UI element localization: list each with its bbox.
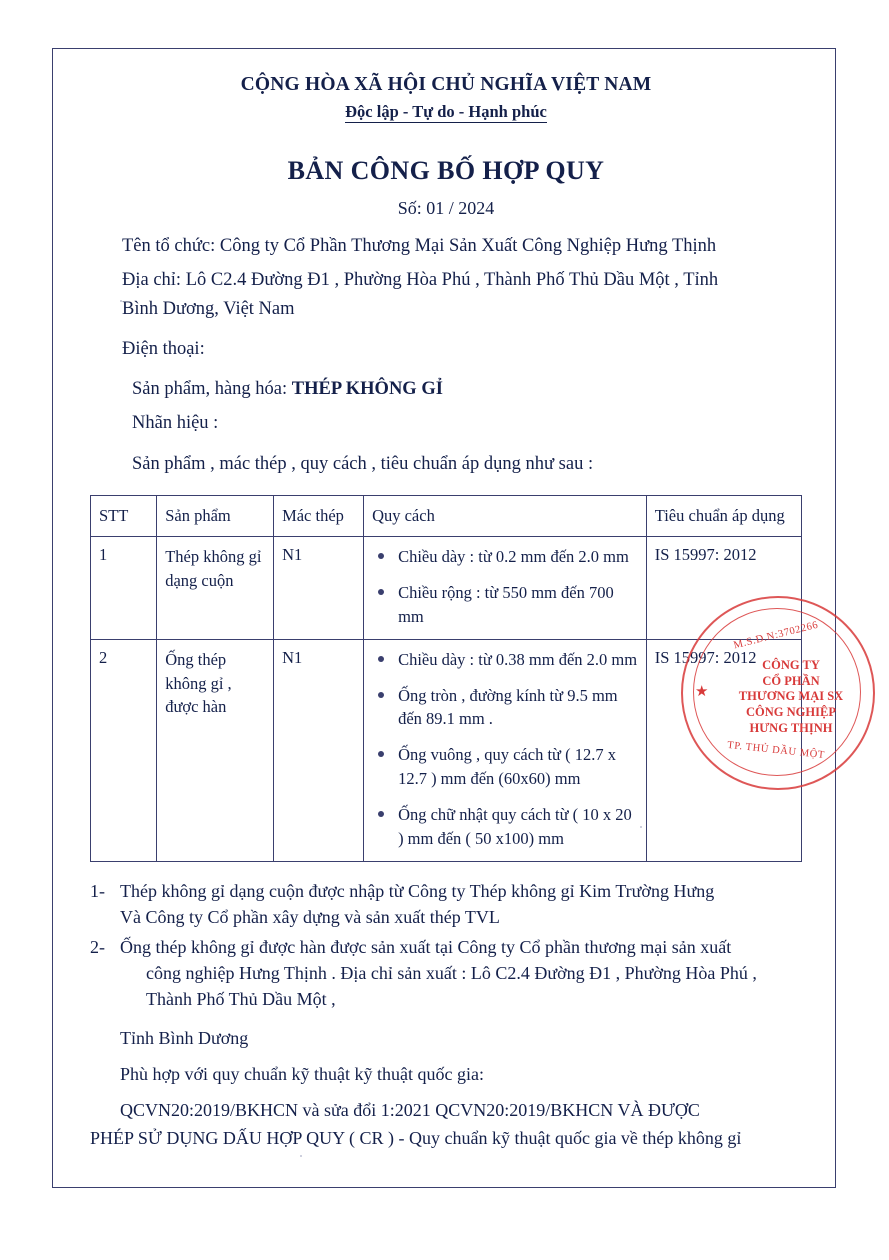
note-item-1: [90, 878, 802, 930]
note-2-line-3: Thành Phố Thủ Dầu Một ,: [146, 989, 336, 1010]
seal-arc-bottom: TP. THỦ DẦU MỘT: [726, 739, 826, 762]
table-header-stt: STT: [91, 495, 157, 536]
note-2-line-1: Ống thép không gỉ được hàn được sản xuất tại Công ty Cổ phần thương mại sản xuất: [120, 937, 732, 958]
row-1-spec-item: Chiều dày : từ 0.2 mm đến 2.0 mm: [372, 545, 638, 569]
row-2-spec-item: Ống tròn , đường kính từ 9.5 mm đến 89.1 mm .: [372, 684, 638, 732]
scan-speck: [120, 300, 122, 302]
address-line-2: Bình Dương, Việt Nam: [122, 298, 295, 319]
note-item-2: [90, 934, 802, 1012]
seal-line-2: CỔ PHẦN: [762, 673, 820, 688]
address-line-1: Địa chỉ: Lô C2.4 Đường Đ1 , Phường Hòa Phú , Thành Phố Thủ Dầu Một , Tỉnh: [122, 270, 719, 291]
row-2-stt: 2: [91, 639, 157, 861]
row-1-standard: IS 15997: 2012: [646, 536, 801, 639]
scan-speck: [640, 826, 642, 828]
note-1-line-2: Và Công ty Cổ phần xây dựng và sản xuất thép TVL: [120, 907, 500, 928]
note-1-line-1: Thép không gỉ dạng cuộn được nhập từ Công ty Thép không gỉ Kim Trường Hưng: [120, 881, 715, 902]
scan-speck: [300, 1155, 302, 1157]
note-2-marker: 2-: [90, 937, 105, 958]
seal-line-1: CÔNG TY: [762, 658, 820, 672]
seal-line-4: CÔNG NGHIỆP: [746, 704, 836, 719]
conformity-line: Phù hợp với quy chuẩn kỹ thuật kỹ thuật quốc gia:: [120, 1063, 484, 1084]
table-header-spec: Quy cách: [364, 495, 647, 536]
row-2-specs: [364, 639, 647, 861]
table-header-standard: Tiêu chuẩn áp dụng: [646, 495, 801, 536]
product-label: Sản phẩm, hàng hóa:: [132, 379, 292, 400]
table-header-grade: Mác thép: [274, 495, 364, 536]
province-line: Tỉnh Bình Dương: [120, 1027, 249, 1048]
notes-list: [90, 878, 802, 1012]
footer-block: [90, 1025, 802, 1151]
page-title: BẢN CÔNG BỐ HỢP QUY: [287, 156, 605, 185]
standard-line-1: QCVN20:2019/BKHCN và sửa đổi 1:2021 QCVN20:2019/BKHCN VÀ ĐƯỢC: [120, 1099, 700, 1120]
row-2-product: Ống thép không gỉ , được hàn: [157, 639, 274, 861]
row-2-spec-item: Ống chữ nhật quy cách từ ( 10 x 20 ) mm đến ( 50 x100) mm: [372, 803, 638, 851]
table-header-row: [91, 495, 802, 536]
product-value: THÉP KHÔNG GỈ: [291, 379, 443, 400]
motto-text: Độc lập - Tự do - Hạnh phúc: [345, 102, 547, 121]
seal-line-3: THƯƠNG MẠI SX: [738, 689, 844, 704]
row-1-spec-item: Chiều rộng : từ 550 mm đến 700 mm: [372, 581, 638, 629]
row-2-spec-item: Chiều dày : từ 0.38 mm đến 2.0 mm: [372, 648, 638, 672]
seal-arc-top: M.S.D.N:3702266: [732, 619, 820, 652]
row-2-spec-item: Ống vuông , quy cách từ ( 12.7 x 12.7 ) mm đến (60x60) mm: [372, 743, 638, 791]
phone-line: Điện thoại:: [122, 338, 205, 359]
seal-line-5: HƯNG THỊNH: [749, 720, 833, 735]
brand-line: Nhãn hiệu :: [132, 413, 219, 434]
table-row: [91, 536, 802, 639]
note-1-marker: 1-: [90, 881, 105, 902]
row-1-grade: N1: [274, 536, 364, 639]
organization-line: Tên tổ chức: Công ty Cổ Phần Thương Mại Sản Xuất Công Nghiệp Hưng Thịnh: [122, 236, 717, 256]
document-number: Số: 01 / 2024: [397, 198, 495, 218]
document-content: [72, 62, 820, 1151]
row-2-standard: IS 15997: 2012: [646, 639, 801, 861]
table-header-product: Sản phẩm: [157, 495, 274, 536]
note-2-line-2: công nghiệp Hưng Thịnh . Địa chỉ sản xuất : Lô C2.4 Đường Đ1 , Phường Hòa Phú ,: [146, 963, 757, 984]
row-1-product: Thép không gỉ dạng cuộn: [157, 536, 274, 639]
row-1-specs: [364, 536, 647, 639]
table-row: [91, 639, 802, 861]
row-2-grade: N1: [274, 639, 364, 861]
national-heading: CỘNG HÒA XÃ HỘI CHỦ NGHĨA VIỆT NAM: [240, 74, 652, 95]
standard-line-2: PHÉP SỬ DỤNG DẤU HỢP QUY ( CR ) - Quy chuẩn kỹ thuật quốc gia về thép không gỉ: [90, 1127, 742, 1148]
specification-table: [90, 495, 802, 862]
row-1-stt: 1: [91, 536, 157, 639]
product-line: [90, 376, 802, 402]
table-intro: Sản phẩm , mác thép , quy cách , tiêu chuẩn áp dụng như sau :: [132, 453, 594, 474]
national-motto: [90, 102, 802, 122]
seal-star-icon: ★: [695, 684, 709, 700]
